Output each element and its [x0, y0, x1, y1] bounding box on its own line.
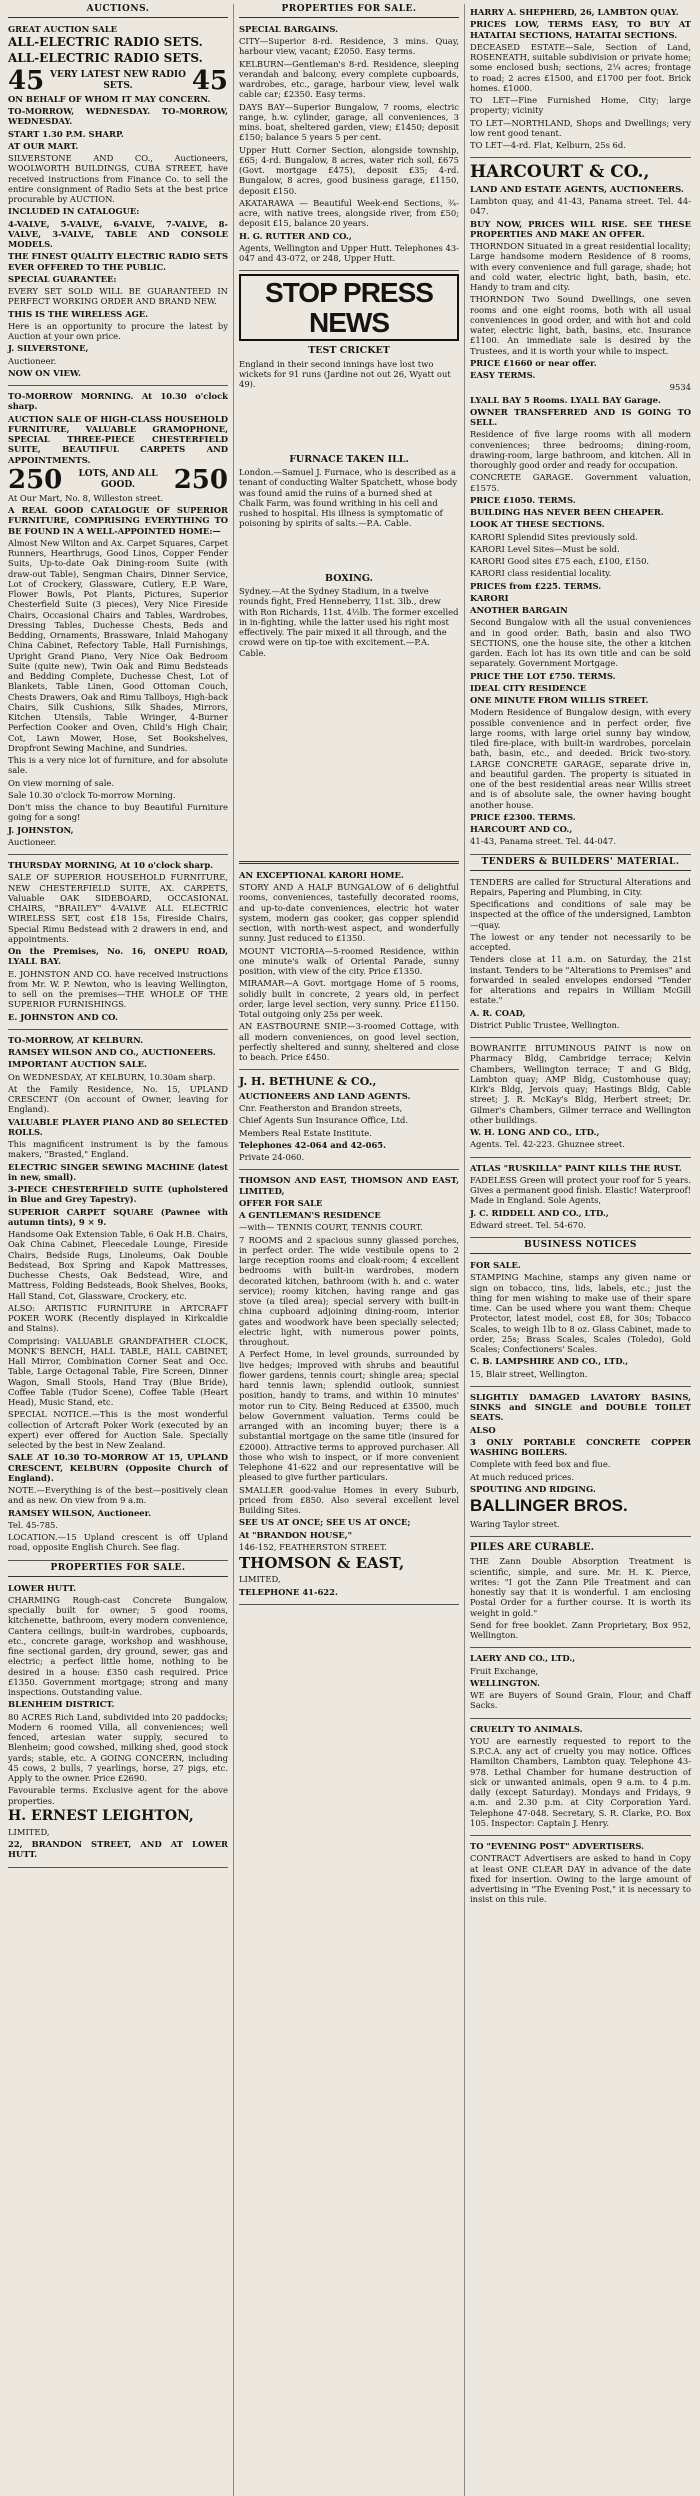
ad-text: Telephones 42-064 and 42-065.: [239, 1139, 387, 1150]
ad-signature: E. JOHNSTON AND CO.: [8, 1011, 118, 1022]
ad-text: LOOK AT THESE SECTIONS.: [470, 519, 605, 530]
ad-text: INCLUDED IN CATALOGUE:: [8, 206, 140, 217]
ad-signature: J. C. RIDDELL AND CO., LTD.,: [470, 1207, 609, 1218]
stop-press-banner: STOP PRESS NEWS: [239, 274, 459, 341]
ad-text: 80 ACRES Rich Land, subdivided into 20 paddocks; Modern 6 roomed Villa, all conveniences; well fenced, artesian water supply, secured to Blenheim; good cowshed, milking shed, good stock yards; stable, etc. A GOING CONCERN, including 45 cows, 2 bulls, 7 yearlings, horse, 27 pigs, etc. Apply to the owner. Price £2690.: [8, 1711, 228, 1784]
ad-text: STAMPING Machine, stamps any given name or sign on tobacco, tins, lids, labels, etc.; just the thing for men wishing to make use of their spare time. Can be used where you want them: Cheque Protector, latest model, cost £8, for 30s; Tobacco Scales, to weigh 1lb to 8 oz. Glass Cabinet, made to order, 25s; Brass Scales, Scales (Toledo), Gold Scales; Confectioners' Scales.: [470, 1272, 691, 1355]
ad-text: SILVERSTONE AND CO., Auctioneers, WOOLWORTH BUILDINGS, CUBA STREET, have received instructions from Finance Co. to sell the entire consignment of Radio Sets at the best price procurable by AUCTION.: [8, 153, 228, 205]
ad-text: ATLAS "RUSKILLA" PAINT KILLS THE RUST.: [470, 1162, 682, 1173]
ad-text: TENDERS are called for Structural Alterations and Repairs, Papering and Plumbing, in City.: [470, 876, 691, 897]
ad-headline: AN EXCEPTIONAL KARORI HOME.: [239, 869, 404, 880]
ad-text: IDEAL CITY RESIDENCE: [470, 682, 587, 693]
ad-text: BOWRANITE BITUMINOUS PAINT is now on Pharmacy Bldg, Cambridge terrace; Kelvin Chambers, Wellington terrace; T and G Bldg, Lambton quay; AMP Bldg, Customhouse quay; Kirk's Bldg, Jervois quay; Hastings Bldg, Cable street; J. R. McKay's Bldg, Herbert street; Dr. Gilmer's Chambers, Gilmer terrace and Wellington other buildings.: [470, 1043, 691, 1125]
ad-text: Cnr. Featherston and Brandon streets,: [239, 1103, 403, 1114]
ad-text: WE are Buyers of Sound Grain, Flour, and Chaff Sacks.: [470, 1690, 691, 1711]
ad-text: AT OUR MART.: [8, 140, 79, 151]
ad-special-bargains: [239, 21, 459, 272]
ad-text: At the Family Residence, No. 15, UPLAND CRESCENT (On account of Owner, leaving for England).: [8, 1083, 228, 1115]
ad-thomson-east: [239, 1172, 459, 1605]
ad-text: LOCATION.—15 Upland crescent is off Upland road, opposite English Church. See flag.: [8, 1532, 228, 1553]
ad-text: Agents, Wellington and Upper Hutt. Telephones 43-047 and 43-072, or 248, Upper Hutt.: [239, 242, 459, 264]
ad-text: KARORI Splendid Sites previously sold.: [470, 531, 638, 542]
ad-text: Here is an opportunity to procure the latest by Auction at your own price.: [8, 320, 228, 342]
ad-text: MOUNT VICTORIA—5-roomed Residence, within one minute's walk of Oriental Parade, sunny position, with view of the city. Price £1350.: [239, 945, 459, 977]
ad-bethune: [239, 1072, 459, 1170]
ad-text: LAND AND ESTATE AGENTS, AUCTIONEERS.: [470, 183, 684, 194]
news-text: England in their second innings have lost two wickets for 91 runs (Jardine not out 26, Wyatt out 49).: [239, 358, 451, 390]
ad-text: LYALL BAY 5 Rooms. LYALL BAY Garage.: [470, 394, 661, 405]
ad-text: Chief Agents Sun Insurance Office, Ltd.: [239, 1115, 408, 1126]
ad-text: A GENTLEMAN'S RESIDENCE: [239, 1210, 381, 1221]
ad-text: LIMITED,: [239, 1574, 281, 1585]
ad-headline: TO "EVENING POST" ADVERTISERS.: [470, 1841, 645, 1852]
ad-text: Auctioneer.: [8, 836, 57, 847]
section-heading-properties: PROPERTIES FOR SALE.: [239, 4, 459, 18]
ad-tenders: [470, 874, 691, 1039]
ad-ref-number: 9534: [669, 382, 691, 393]
ad-text: 41-43, Panama street. Tel. 44-047.: [470, 836, 617, 847]
ad-text: At "BRANDON HOUSE,": [239, 1529, 353, 1540]
ad-text: Members Real Estate Institute.: [239, 1127, 372, 1138]
ad-radio-auction: [8, 21, 228, 386]
ad-signature: H. G. RUTTER AND CO.,: [239, 230, 352, 241]
ad-text: Complete with feed box and flue.: [470, 1459, 611, 1470]
section-heading-tenders: TENDERS & BUILDERS' MATERIAL.: [470, 857, 691, 871]
ad-text: HARRY A. SHEPHERD, 26, LAMBTON QUAY.: [470, 7, 679, 17]
ad-text: AN EASTBOURNE SNIP.—3-roomed Cottage, with all modern conveniences, on good level section, perfectly sheltered and sunny, sheltered and close to beach. Price £450.: [239, 1021, 459, 1063]
ad-text: Modern Residence of Bungalow design, with every possible convenience and in perfect order, five large rooms, with large oriel sunny bay window, tiled fire-place, with built-in wardrobes, porcelain bath, basin, etc., and deeded. Brick two-story. LARGE CONCRETE GARAGE, separate drive in, and beautiful garden. The property is situated in one of the best residential areas near Willis street and is of absolute sale, the owner having bought another house.: [470, 707, 691, 810]
ad-text: SALE OF SUPERIOR HOUSEHOLD FURNITURE, NEW CHESTERFIELD SUITE, AX. CARPETS, Valuable OAK SIDEBOARD, OCCASIONAL CHAIRS, "BRAILEY" 4-VALVE ALL ELECTRIC WIRELESS SET, cost £18 15s, Fireside Chairs, Special Rimu Bedstead with 2 drawers in end, and appointments.: [8, 872, 228, 944]
ad-text: TO LET—Fine Furnished Home, City; large property; vicinity: [470, 95, 691, 116]
ad-text: BUILDING HAS NEVER BEEN CHEAPER.: [470, 507, 664, 518]
ad-text: KARORI class residential locality.: [470, 568, 612, 579]
section-heading-properties: PROPERTIES FOR SALE.: [8, 1563, 228, 1577]
ad-signature: HARCOURT AND CO.,: [470, 824, 573, 835]
ad-text: This magnificent instrument is by the famous makers, "Brasted," England.: [8, 1139, 228, 1160]
ad-headline: PILES ARE CURABLE.: [470, 1542, 595, 1554]
ad-text: PRICES LOW, TERMS EASY, TO BUY AT HATAITAI SECTIONS, HATAITAI SECTIONS.: [470, 19, 691, 40]
ad-signature: A. R. COAD,: [470, 1007, 526, 1018]
ad-text: TO LET—4-rd. Flat, Kelburn, 25s 6d.: [470, 140, 626, 150]
ad-text: THURSDAY MORNING, At 10 o'clock sharp.: [8, 860, 214, 871]
ad-signature: J. JOHNSTON,: [8, 824, 74, 835]
ad-text: SALE AT 10.30 TO-MORROW AT 15, UPLAND CRESCENT, KELBURN (Opposite Church of England).: [8, 1452, 228, 1483]
ad-text: NOW ON VIEW.: [8, 367, 81, 378]
ad-text: TO-MORROW, AT KELBURN.: [8, 1034, 144, 1045]
ad-stamping-machine: [470, 1257, 691, 1387]
ad-text: ELECTRIC SINGER SEWING MACHINE (latest in new, small).: [8, 1161, 228, 1182]
ad-text: KARORI Level Sites—Must be sold.: [470, 543, 620, 554]
ad-text: 22, BRANDON STREET, AND AT LOWER HUTT.: [8, 1839, 228, 1860]
ad-text: TO-MORROW MORNING. At 10.30 o'clock sharp.: [8, 391, 228, 412]
column-auctions: [3, 4, 234, 2496]
ad-text: Handsome Oak Extension Table, 6 Oak H.B. Chairs, Oak China Cabinet, Fleecedale Lounge, Fireside Chairs, Bedside Rugs, Linoleums, Oak Double Bedstead, Box Spring and Kapok Mattresses, Duchesse Chests, Oak Bedstead, Wire, and Mattress, Folding Bedsteads, Book Shelves, Books, Hall Stand, Cot, Glassware, Crockery, etc.: [8, 1229, 228, 1301]
ad-atlas-paint: [470, 1160, 691, 1239]
ad-text: AUCTIONEERS AND LAND AGENTS.: [239, 1090, 411, 1101]
lot-count: 250: [173, 464, 228, 495]
ad-text: On WEDNESDAY, AT KELBURN, 10.30am sharp.: [8, 1071, 216, 1082]
ad-laery: [470, 1650, 691, 1718]
ad-text: THORNDON Situated in a great residential locality; Large handsome modern Residence of 8 rooms, with every convenience and full garage, shade; hot and cold water, electric light, bath, basin, etc. Handy to tram and city.: [470, 241, 691, 293]
ad-text: AKATARAWA — Beautiful Week-end Sections, ¾-acre, with native trees, alongside river, from £50; deposit £15, balance 20 years.: [239, 197, 459, 229]
ad-text: Fruit Exchange,: [470, 1665, 539, 1676]
ad-text: PRICES from £225. TERMS.: [470, 580, 602, 591]
ad-text: LOWER HUTT.: [8, 1582, 77, 1593]
ad-signature: C. B. LAMPSHIRE AND CO., LTD.,: [470, 1356, 629, 1367]
lot-count: 45: [191, 65, 228, 96]
agent-name: H. ERNEST LEIGHTON,: [8, 1807, 194, 1824]
ad-signature: J. SILVERSTONE,: [8, 343, 89, 354]
ad-text: FADELESS Green will protect your roof for 5 years. Gives a permanent good finish. Elastic! Waterproof! Made in England. Sole Agents,: [470, 1174, 691, 1206]
ad-text: ALSO: [470, 1424, 496, 1435]
ad-text: NOTE.—Everything is of the best—positively clean and as new. On view from 9 a.m.: [8, 1485, 228, 1506]
ad-text: SPECIAL NOTICE.—This is the most wonderful collection of Artcraft Poker Work (executed by an expert) ever offered for Auction Sale. Specially selected by the best in New Zealand.: [8, 1409, 228, 1451]
agent-name: J. H. BETHUNE & CO.,: [239, 1075, 377, 1089]
ad-text: Almost New Wilton and Ax. Carpet Squares, Carpet Runners, Hearthrugs, Good Linos, Copper Fender Suits, Up-to-date Oak Dining-room Suite (with draw-out Table), Sengman Chairs, Dinner Service, Lot of Crockery, Glassware, Cutlery, E.P. Ware, Flower Bowls, Pot Plants, Pictures, Superior Chesterfield Suite (3 pieces), Very Nice Fireside Chairs, Occasional Chairs and Tables, Wardrobes, Dressing Tables, Duchesse Chests, Beds and Bedding, Ornaments, Brassware, Inlaid Mahogany China Cabinet, Refectory Table, Hall Furnishings, Upright Grand Piano, Very Nice Oak Bedroom Suite (quite new), Twin Oak and Rimu Bedsteads and Bedding Complete, Duchesse Chest, Lot of Blankets, Table Linen, Good Ottoman Couch, Chests Drawers, Oak and Rimu Tallboys, High-back Chairs, Silk Cushions, Silk Shades, Mirrors, Kitchen Utensils, Table Wringer, 4-Burner Perfection Cooker and Oven, Child's High Chair, Cot, Lawn Mower, Hose, Set Bookshelves, Dropfront Sewing Machine, and Sundries.: [8, 537, 228, 753]
ad-text: IMPORTANT AUCTION SALE.: [8, 1059, 147, 1070]
ad-text: At much reduced prices.: [470, 1471, 575, 1482]
ad-text: 3 ONLY PORTABLE CONCRETE COPPER WASHING BOILERS.: [470, 1436, 691, 1458]
news-headline: FURNACE TAKEN ILL.: [289, 453, 409, 465]
ad-text: STORY AND A HALF BUNGALOW of 6 delightful rooms, conveniences, tastefully decorated rooms, and up-to-date conveniences, electric hot water system, modern gas cooker, gas copper splendid section, with north-west aspect, and wonderfully sunny. Just reduced to £1350.: [239, 882, 459, 944]
ad-text: SLIGHTLY DAMAGED LAVATORY BASINS, SINKS and SINGLE and DOUBLE TOILET SEATS.: [470, 1391, 691, 1423]
ad-text: 15, Blair street, Wellington.: [470, 1368, 588, 1379]
news-headline: TEST CRICKET: [308, 345, 390, 357]
ad-text: SPOUTING AND RIDGING.: [470, 1483, 596, 1494]
ad-text: KARORI Good sites £75 each, £100, £150.: [470, 556, 650, 567]
ad-text: On view morning of sale.: [8, 777, 114, 788]
ad-text: OWNER TRANSFERRED AND IS GOING TO SELL.: [470, 406, 691, 428]
ad-text: TO LET—NORTHLAND, Shops and Dwellings; very low rent good tenant.: [470, 117, 691, 138]
lot-caption: VERY LATEST NEW RADIO SETS.: [50, 70, 186, 91]
ad-evening-post: [470, 1838, 691, 1912]
ad-signature: W. H. LONG AND CO., LTD.,: [470, 1127, 600, 1138]
ad-furniture-auction: [8, 388, 228, 855]
news-headline: BOXING.: [325, 572, 373, 584]
lot-caption: LOTS, AND ALL GOOD.: [78, 469, 158, 490]
ad-text: CONCRETE GARAGE. Government valuation, £1575.: [470, 472, 691, 493]
ad-piles: [470, 1539, 691, 1648]
ad-text: DAYS BAY—Superior Bungalow, 7 rooms, electric range, h.w. cylinder, garage, all conveniences, 3 mins. boat, sheltered garden, view; £1450; deposit £150; balance 5 years 5 per cent.: [239, 101, 459, 143]
ad-text: PRICE £1660 or near offer.: [470, 357, 597, 368]
ad-text: PRICE £2300. TERMS.: [470, 811, 576, 822]
ad-text: THOMSON AND EAST, THOMSON AND EAST, LIMITED,: [239, 1175, 459, 1196]
ad-text: —with— TENNIS COURT, TENNIS COURT.: [239, 1222, 423, 1233]
ad-text: Agents. Tel. 42-223. Ghuznee street.: [470, 1139, 625, 1150]
section-heading-business: BUSINESS NOTICES: [470, 1240, 691, 1254]
ad-text: SPECIAL BARGAINS.: [239, 23, 339, 34]
agent-name: LAERY AND CO., LTD.,: [470, 1653, 576, 1664]
ad-harcourt: [470, 160, 691, 854]
ad-cruelty: [470, 1721, 691, 1837]
ad-lower-hutt: [8, 1580, 228, 1868]
column-properties-news: [234, 4, 465, 2496]
ad-text: Lambton quay, and 41-43, Panama street. Tel. 44-047.: [470, 196, 691, 217]
ad-text: 3-PIECE CHESTERFIELD SUITE (upholstered in Blue and Grey Tapestry).: [8, 1184, 228, 1205]
ad-text: Don't miss the chance to buy Beautiful Furniture going for a song!: [8, 802, 228, 823]
ad-text: RAMSEY WILSON AND CO., AUCTIONEERS.: [8, 1047, 216, 1058]
lot-count: 250: [8, 464, 63, 495]
lot-count: 45: [8, 65, 45, 96]
ad-text: YOU are earnestly requested to report to the S.P.C.A. any act of cruelty you may notice. Offices Hamilton Chambers, Lambton quay. Telephone 43-978. Lethal Chamber for humane destruction of sick or unwanted animals, open 9 a.m. to 4 p.m. daily (except Saturday). Mondays and Fridays, 9 a.m. and 2.30 p.m. at City Corporation Yard. Telephone 47-048. Secretary, S. R. Clarke, P.O. Box 105. Inspector: Captain J. Henry.: [470, 1735, 691, 1828]
ad-text: 146-152, FEATHERSTON STREET.: [239, 1541, 387, 1552]
ad-karori-home: [239, 867, 459, 1071]
lot-count-row: [8, 65, 228, 96]
ad-text: TO-MORROW, WEDNESDAY. TO-MORROW, WEDNESDAY.: [8, 106, 228, 127]
ad-text: 7 ROOMS and 2 spacious sunny glassed porches, in perfect order. The wide vestibule opens to 2 large reception rooms and cloak-room; 4 excellent bedrooms with built-in wardrobes, modern decorated kitchen, bathroom (with h. and c. water service); roomy kitchen, having range and gas stove (a tiled area); special servery with built-in china cupboard adjoining dining-room, interior gates and woodwork have been specially selected; electric light, with numerous power points, throughout.: [239, 1234, 459, 1348]
ad-text: Second Bungalow with all the usual conveniences and in good order. Bath, basin and also TWO SECTIONS, one the house site, the other a kitchen garden. Each lot has its own title and can be sold separately. Government Mortgage.: [470, 617, 691, 669]
ad-text: EASY TERMS.: [470, 370, 536, 381]
ad-text: PRICE THE LOT £750. TERMS.: [470, 670, 616, 681]
ad-text: KELBURN—Gentleman's 8-rd. Residence, sleeping verandah and balcony, every complete cupboards, wardrobes, etc., garage, harbour view, level walk cable car; £2350. Easy terms.: [239, 58, 459, 100]
ad-text: Edward street. Tel. 54-670.: [470, 1219, 586, 1230]
ad-text: KARORI: [470, 592, 509, 603]
ad-text: Send for free booklet. Zann Proprietary, Box 952, Wellington.: [470, 1619, 691, 1641]
ad-text: SUPERIOR CARPET SQUARE (Pawnee with autumn tints), 9 × 9.: [8, 1206, 228, 1227]
ad-text: TELEPHONE 41-622.: [239, 1586, 338, 1597]
ad-text: Tel. 45-785.: [8, 1519, 59, 1530]
column-agents-notices: [465, 4, 696, 2496]
ad-text: AUCTION SALE OF HIGH-CLASS HOUSEHOLD FURNITURE, VALUABLE GRAMOPHONE, SPECIAL THREE-PIECE CHESTERFIELD SUITE, BEAUTIFUL CARPETS AND APPOINTMENTS.: [8, 413, 228, 465]
ad-text: A Perfect Home, in level grounds, surrounded by live hedges; improved with shrubs and beautiful flower gardens, tennis court; shingle area; special hard tennis lawn; splendid outlook, sunniest position, handy to trams, and within 10 minutes' motor run to City. Being Reduced at £3500, much below Government valuation. Terms could be arranged with an incoming buyer; there is a substantial mortgage on the same title (insured for £2000). Attractive terms to approved purchaser. All those who wish to inspect, or if more convenient Telephone 41-622 and our representative will be pleased to give further particulars.: [239, 1349, 459, 1483]
ad-text: ON BEHALF OF WHOM IT MAY CONCERN.: [8, 93, 211, 104]
ad-ballinger: [470, 1389, 691, 1537]
ad-text: ALSO: ARTISTIC FURNITURE in ARTCRAFT POKER WORK (Recently displayed in Kirkcaldie and Stains).: [8, 1302, 228, 1334]
agent-name: BALLINGER BROS.: [470, 1496, 628, 1516]
agent-name: THOMSON & EAST,: [239, 1554, 405, 1573]
ad-text: District Public Trustee, Wellington.: [470, 1019, 620, 1030]
section-heading-auctions: AUCTIONS.: [8, 4, 228, 18]
ad-text: Specifications and conditions of sale may be inspected at the office of the undersigned, Lambton—quay.: [470, 899, 691, 930]
ad-headline: ALL-ELECTRIC RADIO SETS.: [8, 51, 203, 66]
ad-thursday-sale: [8, 857, 228, 1030]
ad-text: THE Zann Double Absorption Treatment is scientific, simple, and sure. Mr. H. K. Pierce, writes: "I got the Zann Pile Treatment and can honestly say that it is wonderful. I am enclosing Postal Order for a further course. It is worth its weight in gold.": [470, 1556, 691, 1618]
ad-text: START 1.30 P.M. SHARP.: [8, 128, 124, 139]
agent-name: HARCOURT & CO.,: [470, 162, 650, 183]
ad-text: DECEASED ESTATE—Sale, Section of Land, ROSENEATH, suitable subdivision or private home; some enclosed bush; sections, 2¼ acres; frontage to road; 2 acres £1500, and £1700 per foot. Brick homes. £1000.: [470, 41, 691, 93]
news-text: Sydney.—At the Sydney Stadium, in a twelve rounds fight, Fred Henneberry, 11st. 3lb., drew with Ron Richards, 11st. 4½lb. The former excelled in in-fighting, while the latter used his right most effectively. The pair mixed it all through, and the crowd were on tip-toe with excitement.—P.A. Cable.: [239, 586, 459, 658]
ad-text: E. JOHNSTON AND CO. have received instructions from Mr. W. P. Newton, who is leaving Wellington, to sell on the premises—THE WHOLE OF THE SUPERIOR FURNISHINGS.: [8, 968, 228, 1010]
ad-text: VALUABLE PLAYER PIANO AND 80 SELECTED ROLLS.: [8, 1116, 228, 1137]
ad-text: Tenders close at 11 a.m. on Saturday, the 21st instant. Tenders to be "Alterations to Premises" and forwarded in sealed envelopes endorsed "Tender for alterations and repairs in William McGill estate.": [470, 954, 691, 1006]
ad-text: CITY—Superior 8-rd. Residence, 3 mins. Quay, harbour view, vacant; £2050. Easy terms.: [239, 36, 459, 57]
ad-text: SPECIAL GUARANTEE:: [8, 273, 117, 284]
ad-text: 4-VALVE, 5-VALVE, 6-VALVE, 7-VALVE, 8-VALVE, 3-VALVE, TABLE AND CONSOLE MODELS.: [8, 218, 228, 250]
lot-count-row: [8, 464, 228, 495]
ad-text: A REAL GOOD CATALOGUE OF SUPERIOR FURNITURE, COMPRISING EVERYTHING TO BE FOUND IN A WELL-APPOINTED HOME:—: [8, 505, 228, 536]
ad-text: SEE US AT ONCE; SEE US AT ONCE;: [239, 1517, 411, 1528]
ad-text: On the Premises, No. 16, ONEPU ROAD, LYALL BAY.: [8, 946, 228, 967]
ad-text: Auctioneer.: [8, 355, 57, 366]
ad-text: This is a very nice lot of furniture, and for absolute sale.: [8, 755, 228, 776]
ad-shepherd: [470, 4, 691, 158]
ad-text: LIMITED,: [8, 1826, 50, 1837]
ad-text: Upper Hutt Corner Section, alongside township, £65; 4-rd. Bungalow, 8 acres, water rich soil, £675 (Govt. mortgage £475), deposit £35; 4-rd. Bungalow, 8 acres, good business garage, £1150, deposit £150.: [239, 144, 459, 196]
ad-signature: RAMSEY WILSON, Auctioneer.: [8, 1507, 152, 1518]
ad-text: The lowest or any tender not necessarily to be accepted.: [470, 931, 691, 953]
ad-text: FOR SALE.: [470, 1260, 521, 1271]
ad-text: OFFER FOR SALE: [239, 1197, 323, 1208]
ad-text: BLENHEIM DISTRICT.: [8, 1699, 115, 1710]
ad-text: THORNDON Two Sound Dwellings, one seven rooms and one eight rooms, both with all usual conveniences in good order, and with hot and cold water, electric light, bath, basins, etc. Insurance £1100. An immediate sale is desired by the Trustees, and it is worth your while to inspect.: [470, 294, 691, 356]
ad-text: Waring Taylor street.: [470, 1518, 560, 1529]
ad-text: CHARMING Rough-cast Concrete Bungalow, specially built for owner; 5 good rooms, kitchenette, bathroom, every modern convenience, Cantera ceilings, built-in wardrobes, cupboards, etc., concrete garage, workshop and washhouse, fine sectional garden, dry ground, sewer, gas and electric; a perfect little home, nothing to be desired in a house: £350 cash required. Price £1350. Government mortgage; strong and many inspections. Outstanding value.: [8, 1594, 228, 1698]
ad-text: CONTRACT Advertisers are asked to hand in Copy at least ONE CLEAR DAY in advance of the date fixed for insertion. Owing to the large amount of advertising in "The Evening Post," it is necessary to insist on this rule.: [470, 1853, 691, 1905]
ad-headline: GREAT AUCTION SALE: [8, 23, 117, 34]
ad-text: Favourable terms. Exclusive agent for the above properties.: [8, 1785, 228, 1806]
ad-text: Comprising: VALUABLE GRANDFATHER CLOCK, MONK'S BENCH, HALL TABLE, HALL CABINET, Hall Mirror, Combination Corner Seat and Occ. Table, Large Octagonal Table, Fire Screen, Dinner Wagon, Small Stools, Hand Tray (Blue Bride), Coffee Table (Tudor Scene), Coffee Table (Heart Head), Music Stand, etc.: [8, 1335, 228, 1408]
ad-headline: CRUELTY TO ANIMALS.: [470, 1723, 583, 1734]
ad-text: THIS IS THE WIRELESS AGE.: [8, 308, 149, 319]
ad-kelburn-auction: [8, 1032, 228, 1561]
ad-text: ANOTHER BARGAIN: [470, 605, 568, 616]
ad-headline: ALL-ELECTRIC RADIO SETS.: [8, 35, 203, 50]
ad-text: EVERY SET SOLD WILL BE GUARANTEED IN PERFECT WORKING ORDER AND BRAND NEW.: [8, 286, 228, 307]
ad-text: BUY NOW, PRICES WILL RISE. SEE THESE PROPERTIES AND MAKE AN OFFER.: [470, 218, 691, 239]
ad-text: ONE MINUTE FROM WILLIS STREET.: [470, 695, 649, 706]
ad-text: WELLINGTON.: [470, 1677, 540, 1688]
ad-text: Private 24-060.: [239, 1152, 305, 1163]
blank-space: [239, 658, 459, 858]
ad-bowranite: [470, 1040, 691, 1158]
ad-text: Sale 10.30 o'clock To-morrow Morning.: [8, 789, 176, 800]
ad-text: PRICE £1050. TERMS.: [470, 494, 576, 505]
news-text: London.—Samuel J. Furnace, who is described as a tenant of conducting Walter Spatchett, whose body was found amid the ruins of a burned shed at Chalk Farm, was found writhing in his cell and rushed to hospital. His illness is symptomatic of poisoning by spirits of salts.—P.A. Cable.: [239, 467, 458, 529]
ad-text: SMALLER good-value Homes in every Suburb, priced from £850. Also several excellent level Building Sites.: [239, 1484, 459, 1516]
ad-text: MIRAMAR—A Govt. mortgage Home of 5 rooms, solidly built in concrete, 2 years old, in perfect order, large level section, very sunny. Price £1150. Total outgoing only 25s per week.: [239, 978, 459, 1020]
ad-text: THE FINEST QUALITY ELECTRIC RADIO SETS EVER OFFERED TO THE PUBLIC.: [8, 251, 228, 272]
ad-text: Residence of five large rooms with all modern conveniences; three bedrooms; dining-room, drawing-room, large bathroom, and kitchen. All in thoroughly good order and ready for occupation.: [470, 429, 691, 471]
ad-text: At Our Mart, No. 8, Willeston street.: [8, 492, 164, 503]
